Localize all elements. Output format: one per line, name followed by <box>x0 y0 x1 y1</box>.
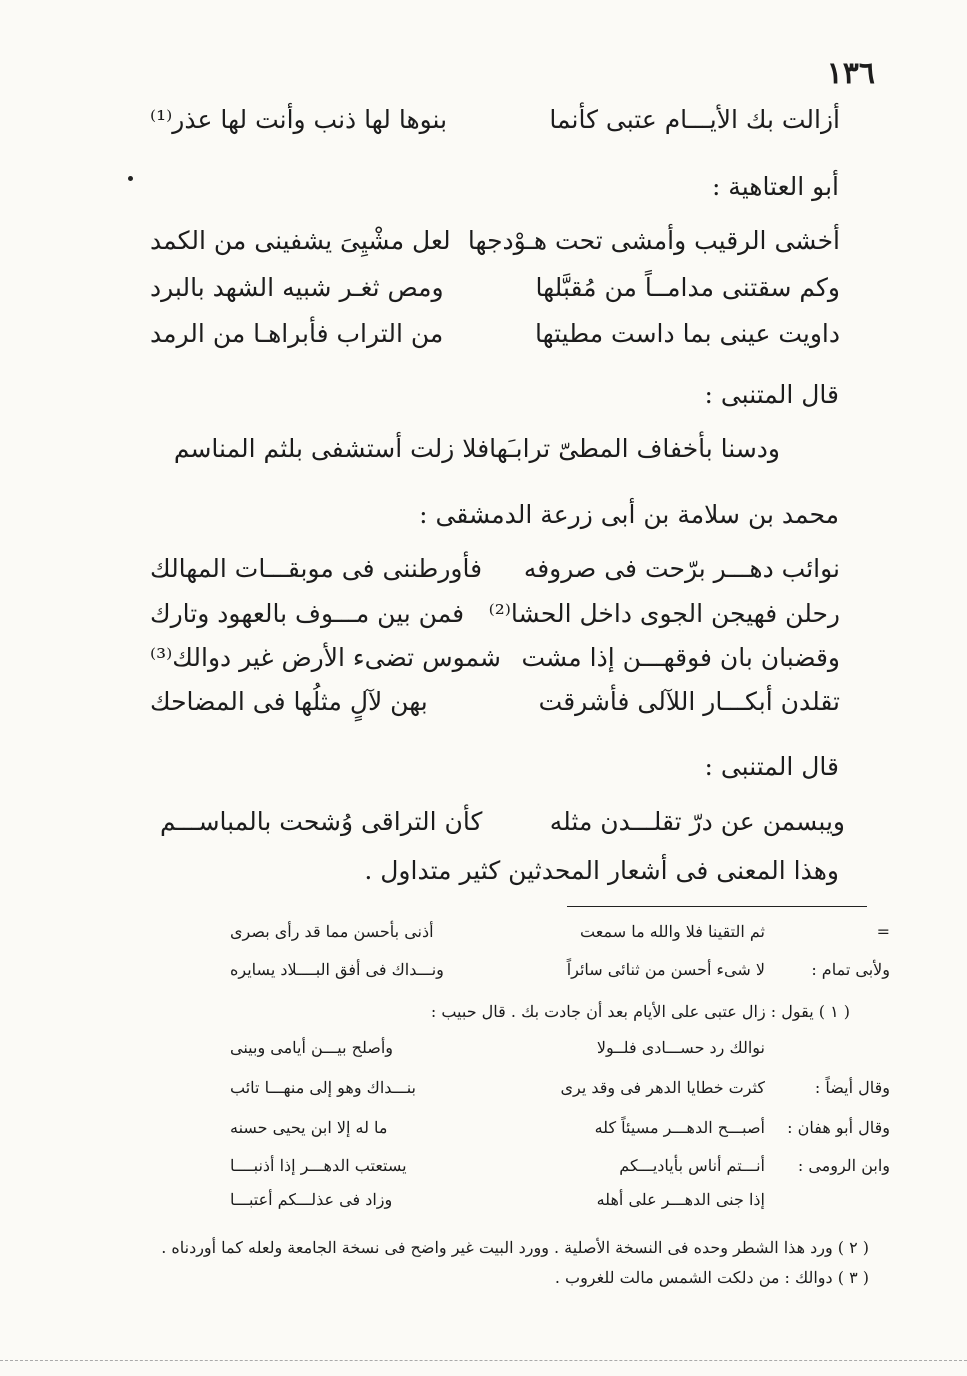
footnote-second-hemistich: أذنى بأحسن مما قد رأى بصرى <box>230 922 434 941</box>
verse-line <box>173 425 780 471</box>
footnote-second-hemistich: ما له إلا ابن يحيى حسنه <box>230 1118 388 1137</box>
verse-first-hemistich: وكم سقتنى مدامــاً من مُقبَّلها <box>535 272 840 302</box>
footnote-label: وابن الرومى : <box>797 1156 890 1175</box>
scan-edge-line <box>0 1360 967 1361</box>
poet-heading: محمد بن سلامة بن أبى زرعة الدمشقى : <box>419 500 839 529</box>
verse-line <box>150 217 840 263</box>
footnote-verse <box>230 1152 890 1184</box>
poet-heading: قال المتنبى : <box>704 752 839 781</box>
verse-second-hemistich: فلا زلت أستشفى بلثم المناسم <box>173 433 490 463</box>
verse-second-hemistich: كأن التراقى وُشحت بالمباســـم <box>160 806 483 836</box>
verse-first-hemistich: ودسنا بأخفاف المطىّ ترابـَها <box>489 433 780 463</box>
footnote-first-hemistich: إذا جنى الدهـــر على أهله <box>596 1190 765 1209</box>
ink-dot <box>128 176 133 181</box>
footnote-second-hemistich: يستعتب الدهـــر إذا أذنبــــا <box>230 1156 407 1175</box>
verse-first-hemistich: أزالت بك الأيـــام عتبى كأنما <box>549 104 840 134</box>
footnote-verse <box>230 1114 890 1146</box>
footnote-label: وقال أيضاً : <box>814 1078 890 1097</box>
verse-line <box>150 96 840 142</box>
footnote-second-hemistich: وأصلح بيـــن أيامى وبينى <box>230 1038 394 1057</box>
footnote-text: ( ١ ) يقول : زال عتبى على الأيام بعد أن جادت بك . قال حبيب : <box>430 1002 850 1021</box>
verse-first-hemistich: وقضبان بان فوقهـــن إذا مشت <box>521 642 840 672</box>
verse-line <box>150 678 840 724</box>
footnote-first-hemistich: لا شىء أحسن من ثنائى سائراً <box>566 960 765 979</box>
verse-second-hemistich: بنوها لها ذنب وأنت لها عذر⁽¹⁾ <box>150 104 448 134</box>
verse-first-hemistich: داويت عينى بما داست مطيتها <box>534 318 840 348</box>
footnote-first-hemistich: ثم التقينا فلا والله ما سمعت <box>580 922 765 941</box>
footnote-verse <box>230 1186 890 1218</box>
verse-second-hemistich: فمن بين مـــوف بالعهود وتارك <box>150 598 465 628</box>
verse-second-hemistich: لعل مشْيِىَ يشفينى من الكمد <box>150 225 451 255</box>
verse-second-hemistich: شموس تضىء الأرض غير دوالك⁽³⁾ <box>150 642 501 672</box>
verse-second-hemistich: من التراب فأبراهـا من الرمد <box>150 318 444 348</box>
verse-first-hemistich: نوائب دهـــر برّحت فى صروفه <box>523 553 840 583</box>
verse-second-hemistich: بهن لآلٍ مثلُها فى المضاحك <box>150 686 428 716</box>
footnote-verse <box>230 956 890 988</box>
poet-heading: أبو العتاهية : <box>711 172 839 201</box>
footnote-second-hemistich: بنـــداك وهو إلى منهـــا تائب <box>230 1078 417 1097</box>
footnote-note: ( ٢ ) ورد هذا الشطر وحده فى النسخة الأصلية . وورد البيت غير واضح فى نسخة الجامعة ولعله كما أوردناه . <box>161 1238 869 1257</box>
closing-remark: وهذا المعنى فى أشعار المحدثين كثير متداول . <box>364 856 839 885</box>
footnote-first-hemistich: أصبـــح الدهـــر مسيئاً كله <box>594 1118 765 1137</box>
verse-line <box>150 590 840 636</box>
verse-first-hemistich: رحلن فهيجن الجوى داخل الحشا⁽²⁾ <box>488 598 840 628</box>
footnote-second-hemistich: ونـــداك فى أفق البــــلاد يسايره <box>230 960 444 979</box>
verse-line <box>150 545 840 591</box>
verse-second-hemistich: فأورطننى فى موبقـــات المهالك <box>150 553 483 583</box>
footnote-first-hemistich: كثرت خطايا الدهر فى وقد يرى <box>560 1078 765 1097</box>
footnote-first-hemistich: أنـــتم أناس بأياديـــكم <box>619 1156 765 1175</box>
footnote-label: وقال أبو هفان : <box>787 1118 890 1137</box>
verse-line <box>150 310 840 356</box>
footnote-label: ولأبى تمام : <box>811 960 890 979</box>
verse-first-hemistich: أخشى الرقيب وأمشى تحت هـوْدجها <box>467 225 840 255</box>
verse-first-hemistich: ويبسمن عن درّ تقلـــدن مثله <box>549 806 845 836</box>
footnote-second-hemistich: وزاد فى عذلـــكم أعتبـــا <box>230 1190 393 1209</box>
footnote-verse <box>230 1034 890 1066</box>
footnote-first-hemistich: نوالك رد حســـادى فلــولا <box>596 1038 765 1057</box>
footnote-note: ( ٣ ) دوالك : من دلكت الشمس مالت للغروب . <box>554 1268 869 1287</box>
footnote-verse <box>230 1074 890 1106</box>
footnote-verse <box>230 918 890 950</box>
page-number: ١٣٦ <box>826 56 875 91</box>
verse-second-hemistich: ومص ثغـر شبيه الشهد بالبرد <box>150 272 444 302</box>
verse-line <box>150 634 840 680</box>
verse-line <box>150 264 840 310</box>
footnote-divider <box>567 906 867 907</box>
poet-heading: قال المتنبى : <box>704 380 839 409</box>
footnote-explanation <box>230 998 890 1030</box>
footnote-label: = <box>876 922 890 941</box>
verse-line <box>160 798 845 844</box>
verse-first-hemistich: تقلدن أبكـــار اللآلى فأشرقت <box>538 686 840 716</box>
